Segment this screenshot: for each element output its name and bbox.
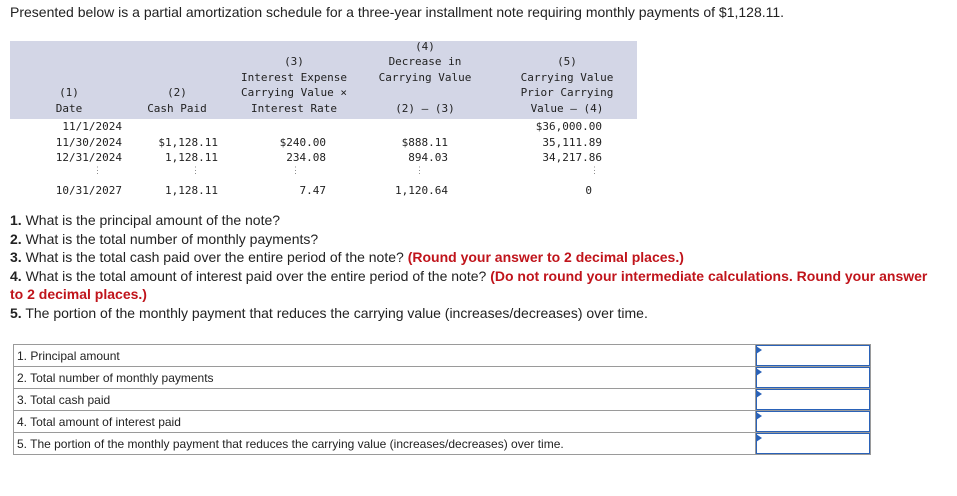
header-text: (2) (167, 86, 187, 99)
portion-trend-input[interactable] (756, 433, 870, 454)
question-text: What is the principal amount of the note? (21, 212, 281, 228)
question-5 (10, 304, 940, 323)
number-of-payments-input[interactable] (756, 367, 870, 388)
answer-label: 4. Total amount of interest paid (14, 411, 756, 433)
table-row (10, 119, 637, 135)
date-cell: 11/30/2024 (55, 135, 122, 149)
answer-label: 2. Total number of monthly payments (14, 367, 756, 389)
interest-cell: $240.00 (279, 135, 326, 149)
cash-cell: 1,128.11 (165, 183, 218, 197)
table-row (10, 183, 637, 199)
header-col-interest-expense (232, 54, 356, 116)
question-text: What is the total amount of interest paid over the entire period of the note? (21, 267, 491, 284)
problem-intro: Presented below is a partial amortization schedule for a three-year installment note requiring monthly payments of $1,128.11. (10, 4, 785, 20)
amortization-schedule (10, 41, 637, 198)
decrease-cell: 894.03 (408, 151, 448, 164)
question-number: 2. (10, 230, 22, 247)
header-text: Interest Expense (241, 70, 347, 84)
header-col-carrying-value (502, 54, 632, 116)
question-number: 1. (10, 212, 22, 228)
answer-label: 3. Total cash paid (14, 389, 756, 411)
question-number: 4. (10, 267, 22, 284)
answer-cell (755, 367, 870, 389)
question-list (10, 211, 940, 322)
header-col-decrease (368, 39, 482, 117)
carrying-cell: $36,000.00 (535, 120, 602, 133)
answer-cell (755, 433, 870, 455)
ellipsis: ⋮ (415, 165, 424, 176)
question-4 (10, 267, 940, 304)
answer-cell (755, 411, 870, 433)
interest-cell: 7.47 (299, 183, 326, 197)
cash-cell: $1,128.11 (158, 135, 218, 149)
header-text (368, 85, 482, 101)
header-text: Date (55, 101, 83, 115)
decrease-cell: 1,120.64 (395, 183, 448, 197)
question-1 (10, 211, 940, 230)
header-text: (4) (415, 39, 435, 53)
date-cell: 10/31/2027 (55, 183, 122, 197)
question-3 (10, 248, 940, 267)
header-text: (5) (557, 55, 577, 68)
schedule-body (10, 119, 637, 198)
question-text: What is the total cash paid over the entire period of the note? (21, 249, 408, 265)
header-col-cash-paid (134, 85, 220, 116)
question-note: (Do not round your intermediate calculations. Round your answer to 2 decimal places.) (10, 267, 928, 302)
cash-cell: 1,128.11 (165, 151, 218, 164)
header-text: (2) – (3) (395, 101, 455, 115)
ellipsis: ⋮ (191, 165, 200, 176)
header-text: Carrying Value (520, 70, 614, 84)
ellipsis-row (10, 166, 637, 180)
ellipsis: ⋮ (291, 165, 300, 176)
carrying-cell: 34,217.86 (542, 151, 602, 164)
answer-label: 5. The portion of the monthly payment that reduces the carrying value (increases/decreases) over time. (14, 433, 756, 455)
question-text: What is the total number of monthly payments? (21, 230, 319, 247)
header-col-date (10, 85, 128, 116)
answer-row (14, 389, 871, 411)
carrying-cell: 35,111.89 (542, 135, 602, 149)
question-text: The portion of the monthly payment that reduces the carrying value (increases/decreases) over time. (21, 304, 648, 321)
answer-row (14, 433, 871, 455)
ellipsis: ⋮ (93, 165, 102, 176)
total-cash-paid-input[interactable] (756, 389, 870, 410)
schedule-header (10, 41, 637, 119)
header-text: Decrease in (388, 55, 462, 68)
header-text: (3) (284, 55, 304, 68)
date-cell: 12/31/2024 (55, 151, 122, 164)
header-text: Cash Paid (147, 101, 207, 115)
table-row (10, 135, 637, 151)
answer-row (14, 345, 871, 367)
question-note: (Round your answer to 2 decimal places.) (407, 249, 684, 265)
header-text: Value – (4) (530, 101, 604, 115)
total-interest-input[interactable] (756, 411, 870, 432)
table-row (10, 150, 637, 166)
answer-row (14, 367, 871, 389)
header-text: Prior Carrying (520, 86, 614, 99)
answer-table (13, 344, 871, 455)
header-text: Carrying Value (378, 70, 472, 84)
decrease-cell: $888.11 (401, 135, 448, 149)
question-2 (10, 230, 940, 249)
answer-cell (755, 389, 870, 411)
header-text: (1) (59, 86, 79, 99)
answer-cell (755, 345, 870, 367)
ellipsis: ⋮ (590, 165, 599, 176)
header-text: Interest Rate (250, 101, 338, 115)
interest-cell: 234.08 (286, 151, 326, 164)
principal-amount-input[interactable] (756, 345, 870, 366)
header-text: Carrying Value × (241, 86, 347, 99)
date-cell: 11/1/2024 (62, 120, 122, 133)
carrying-cell: 0 (585, 183, 592, 197)
question-number: 5. (10, 304, 22, 321)
question-number: 3. (10, 249, 22, 265)
answer-row (14, 411, 871, 433)
answer-label: 1. Principal amount (14, 345, 756, 367)
